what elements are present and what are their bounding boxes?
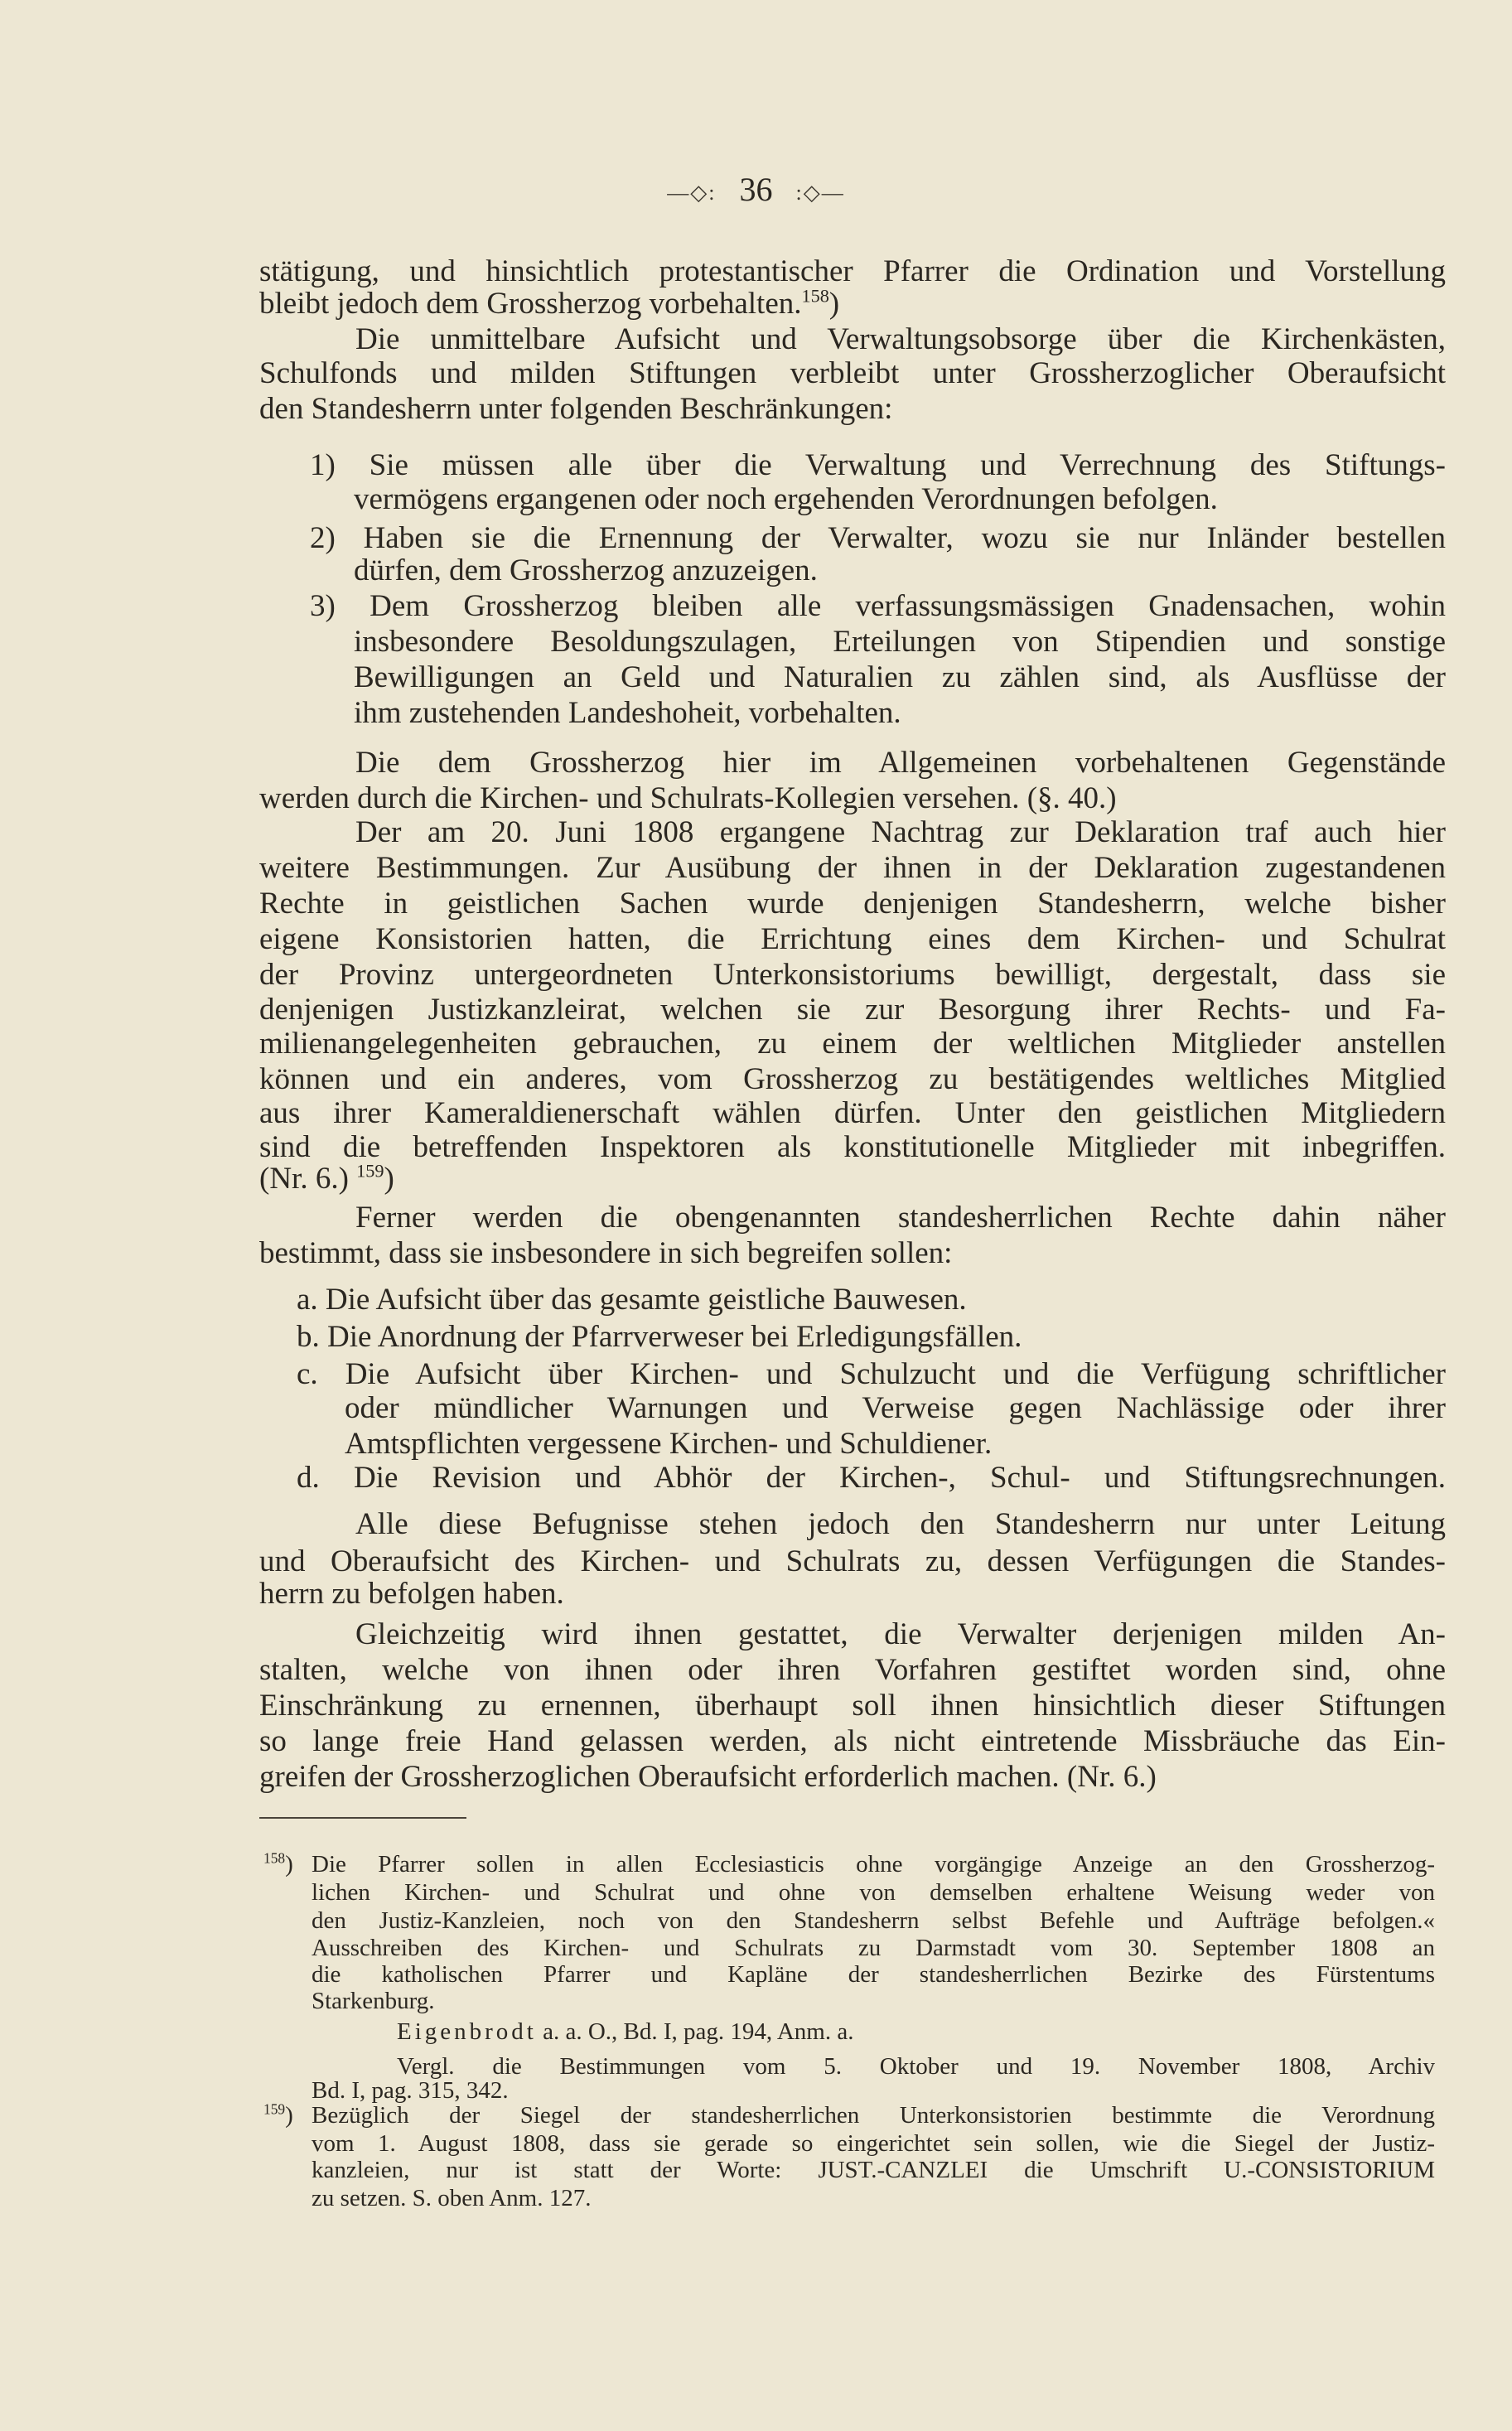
text-line: b. Die Anordnung der Pfarrverweser bei Erledigungsfällen. [297,1320,1022,1354]
text-line: 1) Sie müssen alle über die Verwaltung und Verrechnung des Stiftungs- [310,448,1446,482]
text-line: zu setzen. S. oben Anm. 127. [312,2185,592,2211]
text-line: insbesondere Besoldungszulagen, Erteilungen von Stipendien und sonstige [354,625,1446,659]
author-name: Eigenbrodt [397,2018,537,2045]
text-line: den Justiz-Kanzleien, noch von den Standesherrn selbst Befehle und Aufträge befolgen.« [312,1907,1435,1934]
footnote-reference: 158 [801,285,829,307]
ornament-right: :◇— [795,180,845,205]
text-line: Amtspflichten vergessene Kirchen- und Schuldiener. [345,1427,993,1461]
text-line: a. Die Aufsicht über das gesamte geistliche Bauwesen. [297,1283,967,1317]
text-line: 2) Haben sie die Ernennung der Verwalter, wozu sie nur Inländer bestellen [310,521,1446,555]
text-line: Die unmittelbare Aufsicht und Verwaltungsobsorge über die Kirchenkästen, [355,322,1446,356]
text-line: kanzleien, nur ist statt der Worte: JUST.-CANZLEI die Umschrift U.-CONSISTORIUM [312,2157,1435,2183]
text-line: bleibt jedoch dem Grossherzog vorbehalten.$^{158}$) [259,285,840,321]
text-line: herrn zu befolgen haben. [259,1577,564,1611]
text-line: lichen Kirchen- und Schulrat und ohne von demselben erhaltene Weisung weder von [312,1879,1435,1906]
text-line: stalten, welche von ihnen oder ihren Vorfahren gestiftet worden sind, ohne [259,1653,1446,1687]
page-header [0,170,1512,209]
text-line: die katholischen Pfarrer und Kapläne der standesherrlichen Bezirke des Fürstentums [312,1961,1435,1988]
text-line: sind die betreffenden Inspektoren als konstitutionelle Mitglieder mit inbegriffen. [259,1130,1446,1164]
text-line: bestimmt, dass sie insbesondere in sich begreifen sollen: [259,1236,953,1270]
text-line: dürfen, dem Grossherzog anzuzeigen. [354,553,818,587]
text-line: greifen der Grossherzoglichen Oberaufsicht erforderlich machen. (Nr. 6.) [259,1760,1157,1794]
text-line: Der am 20. Juni 1808 ergangene Nachtrag zur Deklaration traf auch hier [355,815,1446,849]
footnote-marker: $^{158}$) [263,1849,293,1878]
text-line: stätigung, und hinsichtlich protestantischer Pfarrer die Ordination und Vorstellung [259,254,1446,288]
text-line: können und ein anderes, vom Grossherzog zu bestätigendes weltliches Mitglied [259,1062,1446,1096]
text-line: vermögens ergangenen oder noch ergehenden Verordnungen befolgen. [354,482,1218,516]
text-line: 3) Dem Grossherzog bleiben alle verfassungsmässigen Gnadensachen, wohin [310,589,1446,623]
text-line: aus ihrer Kameraldienerschaft wählen dürfen. Unter den geistlichen Mitgliedern [259,1096,1446,1130]
text-line: d. Die Revision und Abhör der Kirchen-, Schul- und Stiftungsrechnungen. [297,1461,1446,1495]
ornament-left: —◇: [667,180,717,205]
text-line: Die dem Grossherzog hier im Allgemeinen vorbehaltenen Gegenstände [355,746,1446,780]
text-line: milienangelegenheiten gebrauchen, zu einem der weltlichen Mitglieder anstellen [259,1027,1446,1061]
text-line: Bd. I, pag. 315, 342. [312,2077,509,2104]
footnote-reference: 159 [356,1160,384,1182]
text-line: Die Pfarrer sollen in allen Ecclesiasticis ohne vorgängige Anzeige an den Grossherzog- [312,1851,1435,1878]
text-line: Rechte in geistlichen Sachen wurde denjenigen Standesherrn, welche bisher [259,887,1446,921]
text-line: Vergl. die Bestimmungen vom 5. Oktober und 19. November 1808, Archiv [397,2053,1435,2080]
footnote-marker: $^{159}$) [263,2100,293,2129]
text-line: werden durch die Kirchen- und Schulrats-Kollegien versehen. (§. 40.) [259,781,1117,815]
text-line: Einschränkung zu ernennen, überhaupt soll ihnen hinsichtlich dieser Stiftungen [259,1689,1446,1723]
text-line: Alle diese Befugnisse stehen jedoch den Standesherrn nur unter Leitung [355,1507,1446,1541]
text-line: oder mündlicher Warnungen und Verweise gegen Nachlässige oder ihrer [345,1391,1446,1425]
text-line: denjenigen Justizkanzleirat, welchen sie zur Besorgung ihrer Rechts- und Fa- [259,993,1446,1027]
text-line: Starkenburg. [312,1988,435,2014]
text-line: weitere Bestimmungen. Zur Ausübung der ihnen in der Deklaration zugestandenen [259,851,1446,885]
text-line: der Provinz untergeordneten Unterkonsistoriums bewilligt, dergestalt, dass sie [259,958,1446,992]
text-line: Gleichzeitig wird ihnen gestattet, die Verwalter derjenigen milden An- [355,1617,1446,1651]
text-line: Schulfonds und milden Stiftungen verbleibt unter Grossherzoglicher Oberaufsicht [259,356,1446,390]
text-line: Eigenbrodt a. a. O., Bd. I, pag. 194, Anm. a. [397,2018,854,2045]
text-line: so lange freie Hand gelassen werden, als nicht eintretende Missbräuche das Ein- [259,1724,1446,1758]
text-line: (Nr. 6.) $^{159}$) [259,1160,394,1196]
page-number: 36 [739,171,773,208]
text-line: eigene Konsistorien hatten, die Errichtung eines dem Kirchen- und Schulrat [259,922,1446,956]
text-line: c. Die Aufsicht über Kirchen- und Schulzucht und die Verfügung schriftlicher [297,1357,1446,1391]
text-line: den Standesherrn unter folgenden Beschränkungen: [259,392,893,426]
text-line: Ausschreiben des Kirchen- und Schulrats zu Darmstadt vom 30. September 1808 an [312,1935,1435,1961]
text-line: ihm zustehenden Landeshoheit, vorbehalten. [354,696,901,730]
text-line: Bewilligungen an Geld und Naturalien zu zählen sind, als Ausflüsse der [354,660,1446,694]
text-line: vom 1. August 1808, dass sie gerade so eingerichtet sein sollen, wie die Siegel der Justiz- [312,2130,1435,2157]
text-line: Ferner werden die obengenannten standesherrlichen Rechte dahin näher [355,1201,1446,1235]
text-line: und Oberaufsicht des Kirchen- und Schulrats zu, dessen Verfügungen die Standes- [259,1544,1446,1578]
footnote-separator [259,1817,466,1819]
text-line: Bezüglich der Siegel der standesherrlichen Unterkonsistorien bestimmte die Verordnung [312,2102,1435,2129]
